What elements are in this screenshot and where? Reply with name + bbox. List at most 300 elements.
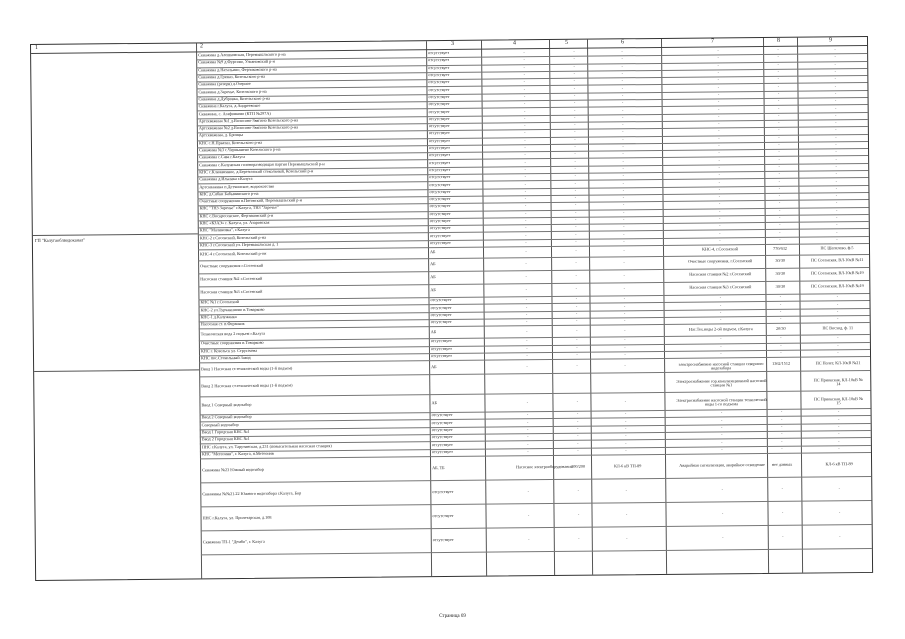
- row-col-8: -: [781, 431, 783, 437]
- row-col-4: -: [524, 217, 527, 223]
- row-col-5: -: [577, 432, 579, 439]
- row-status: отсутствует: [429, 174, 451, 180]
- row-name: Скважины №№21.22 Южного водозабора г.Калуга, Бор: [202, 489, 302, 496]
- row-col-9: ПС Сосенская, ВЛ-10кВ №19: [810, 283, 864, 289]
- row-col-6: -: [621, 63, 623, 69]
- row-col-7: -: [717, 84, 720, 90]
- row-col-8: -: [780, 423, 783, 429]
- row-col-7: -: [720, 343, 722, 349]
- row-col-4: -: [523, 49, 525, 55]
- row-col-5: -: [576, 398, 579, 404]
- row-col-7: Насосная станция №3 г.Сосенский: [689, 284, 752, 290]
- row-col-8: -: [780, 335, 782, 341]
- row-name: КНС "Метеоинв", г. Калуга, п.Метеоинв: [201, 450, 274, 457]
- row-col-4: -: [525, 303, 528, 309]
- row-status: АБ, ТБ: [432, 464, 445, 470]
- row-col-8: -: [778, 163, 780, 169]
- row-col-8: -: [778, 178, 781, 184]
- row-col-8: -: [778, 171, 781, 177]
- row-col-7: Электроснабжение насосной станции технической воды 1-го подъема: [676, 396, 767, 407]
- row-col-5: -: [576, 327, 578, 333]
- row-col-5: -: [573, 85, 576, 91]
- row-col-7: -: [718, 215, 721, 221]
- row-col-8: -: [777, 112, 780, 118]
- row-col-9: -: [835, 155, 837, 161]
- row-status: отсутствует: [430, 345, 452, 351]
- row-status: отсутствует: [428, 64, 450, 70]
- row-name: Скважина д.Дубровка, Козельского р-на: [198, 95, 271, 102]
- row-col-4: -: [524, 202, 527, 208]
- row-col-5: -: [576, 362, 578, 368]
- row-col-5: -: [576, 411, 579, 417]
- row-col-7: -: [721, 485, 724, 491]
- header-col-6: 6: [620, 39, 625, 46]
- row-name: КНС-2 ул.Турчаниново п.Товарково: [200, 306, 265, 312]
- row-col-7: -: [721, 509, 724, 515]
- header-col-7: 7: [710, 38, 715, 45]
- row-col-7: -: [718, 200, 721, 206]
- row-col-9: -: [838, 445, 840, 451]
- row-status: отсутствует: [428, 72, 450, 78]
- header-col-8: 8: [776, 37, 781, 44]
- row-name: ПНС г.Калуга, ул. Тарутинская, д.231 (повысительная насосная станция): [201, 442, 332, 449]
- row-col-8: -: [777, 46, 779, 52]
- row-col-7: электроснабжение насосной станции северного водозабора: [678, 360, 764, 371]
- row-col-4: -: [526, 352, 528, 358]
- row-col-7: Аварийная сигнализация, аварийное освещение: [679, 461, 765, 468]
- row-col-5: -: [578, 535, 580, 541]
- row-col-8: -: [777, 105, 780, 111]
- row-status: отсутствует: [431, 419, 453, 425]
- row-col-9: -: [836, 228, 838, 234]
- row-col-9: -: [839, 532, 841, 538]
- row-col-7: -: [718, 157, 720, 163]
- row-status: АБ: [430, 287, 436, 293]
- row-col-9: -: [838, 508, 841, 514]
- row-col-8: -: [777, 54, 779, 60]
- table-row: [201, 524, 872, 555]
- row-name: Северный водозабор: [201, 421, 239, 428]
- row-status: отсутствует: [431, 441, 453, 447]
- row-col-8: -: [780, 409, 783, 415]
- row-col-7: -: [718, 193, 721, 199]
- row-status: АБ: [429, 249, 436, 255]
- row-status: АБ: [431, 363, 437, 369]
- row-status: отсутствует: [428, 50, 450, 56]
- row-col-9: -: [834, 60, 836, 67]
- row-col-4: -: [525, 231, 527, 237]
- row-col-5: -: [574, 151, 576, 157]
- row-col-7: -: [719, 294, 722, 300]
- row-col-9: ПС Полет, КЛ-10кВ №21: [815, 359, 861, 366]
- row-col-8: -: [779, 301, 782, 307]
- row-col-7: -: [718, 142, 720, 148]
- row-col-6: -: [624, 397, 627, 403]
- row-name: Скважина №23 Южный водозабор: [202, 466, 264, 472]
- row-col-5: -: [574, 194, 577, 200]
- row-col-8: -: [778, 207, 781, 213]
- row-status: отсутствует: [432, 512, 454, 518]
- row-col-6: -: [624, 344, 626, 350]
- row-col-8: -: [779, 229, 781, 235]
- row-col-6: -: [625, 486, 628, 492]
- row-col-9: -: [837, 415, 840, 421]
- row-col-5: -: [574, 216, 577, 222]
- row-col-4: -: [526, 328, 528, 334]
- row-status: отсутствует: [429, 232, 451, 238]
- row-status: отсутствует: [430, 352, 452, 359]
- row-col-6: -: [622, 150, 624, 156]
- row-name: Скважина с.Сава г.Калуга: [199, 154, 246, 160]
- row-col-4: -: [527, 433, 529, 439]
- row-name: Ввод 2 Городская КНС №1: [201, 436, 250, 442]
- row-col-4: -: [523, 85, 526, 91]
- row-status: отсутствует: [430, 311, 452, 317]
- row-col-9: ПС Шепелево, ф.5: [820, 245, 854, 251]
- row-status: отсутствует: [429, 181, 451, 187]
- row-col-8: нет данных: [771, 461, 793, 467]
- row-col-7: Очистные сооружения, г.Сосенский: [688, 258, 753, 264]
- row-col-7: -: [718, 171, 721, 177]
- row-col-4: -: [525, 239, 527, 245]
- row-name: Скважина г.Калуга, д.Андреевское: [198, 103, 261, 109]
- row-col-7: -: [720, 409, 723, 415]
- row-col-4: -: [524, 136, 526, 142]
- row-col-7: -: [717, 76, 720, 82]
- row-col-5: -: [577, 440, 579, 446]
- row-col-4: -: [526, 398, 529, 404]
- row-col-8: 30/30: [775, 283, 786, 289]
- row-status: отсутствует: [430, 319, 452, 325]
- row-col-5: -: [574, 180, 577, 186]
- row-col-7: -: [721, 446, 723, 452]
- row-status: отсутствует: [429, 166, 451, 173]
- row-col-9: -: [836, 308, 839, 314]
- row-col-8: -: [778, 134, 780, 140]
- row-col-5: -: [575, 259, 577, 265]
- row-col-8: -: [778, 149, 780, 155]
- row-col-8: -: [780, 416, 783, 422]
- row-name: КНС с.Н.Прыски, Козельского р-на: [198, 139, 263, 146]
- row-col-6: -: [624, 336, 626, 342]
- row-name: Скважина д.Грязно, Козельского р-на: [198, 73, 265, 80]
- row-name: Скважина д.Натальино, Ферзиковского р-на: [198, 66, 277, 73]
- row-col-5: -: [573, 78, 576, 84]
- row-col-5: -: [574, 209, 577, 215]
- row-col-9: -: [834, 46, 836, 52]
- row-col-4: -: [526, 418, 529, 424]
- row-col-6: -: [623, 285, 626, 291]
- row-name: КНС пос.Стекольный Завод: [200, 354, 251, 361]
- row-col-7: -: [720, 350, 722, 356]
- row-col-5: -: [576, 344, 578, 350]
- row-col-9: ПС Сосенская, ВЛ-10кВ №11: [810, 257, 864, 263]
- row-col-5: -: [573, 48, 575, 54]
- header-col-2: 2: [200, 43, 204, 50]
- row-status: отсутствует: [429, 159, 451, 165]
- row-col-8: -: [781, 485, 784, 491]
- row-col-6: -: [621, 70, 624, 76]
- row-col-5: -: [573, 92, 576, 98]
- row-col-9: -: [838, 437, 840, 443]
- row-col-6: -: [621, 114, 624, 120]
- row-status: отсутствует: [430, 338, 452, 344]
- row-col-5: -: [574, 158, 576, 164]
- row-status: отсутствует: [431, 434, 453, 440]
- row-status: отсутствует: [428, 86, 450, 92]
- row-col-6: -: [622, 143, 624, 149]
- organization-label: ГП "Калугаоблводоканал": [34, 237, 86, 243]
- row-col-4: -: [524, 166, 526, 172]
- row-col-4: -: [526, 411, 529, 417]
- row-col-8: -: [778, 200, 781, 206]
- row-col-4: -: [524, 144, 526, 150]
- row-col-5: -: [574, 129, 576, 135]
- row-name: Скважина №3 с.Чернышено Козельского р-на: [199, 146, 281, 153]
- row-col-4: -: [525, 260, 527, 266]
- row-col-6: -: [626, 534, 628, 540]
- row-col-6: -: [623, 247, 625, 253]
- row-name: КНС с.Воскресенское, Ферзиковский р-н: [199, 212, 274, 219]
- row-col-9: -: [836, 221, 838, 227]
- row-col-5: -: [574, 136, 576, 142]
- row-col-9: КЛ-6 кВ ТП-89: [825, 460, 853, 466]
- row-col-4: -: [523, 56, 525, 62]
- row-col-9: -: [835, 185, 838, 191]
- row-col-6: -: [621, 55, 623, 61]
- row-col-6: -: [623, 230, 625, 236]
- row-col-5: -: [574, 165, 576, 171]
- row-col-5: -: [575, 272, 577, 278]
- row-col-9: ПС Восход, ф. 11: [822, 324, 854, 331]
- row-name: КНС-4 г.Сосенский, Козельский р-он: [199, 250, 267, 257]
- row-name: КНС "ТНЗ Заречье" г.Калуга, ТНЗ "Заречье": [199, 205, 279, 211]
- row-status: отсутствует: [428, 115, 450, 122]
- row-name: Очистные сооружения п.Пятовский, Перемышльский р-н: [199, 197, 303, 204]
- row-name: Артскважина п.Детчинское, водоохотство: [199, 183, 275, 189]
- row-status: отсутствует: [428, 137, 450, 143]
- row-col-4: -: [525, 273, 527, 279]
- row-status: отсутствует: [431, 426, 453, 433]
- row-col-9: -: [835, 148, 837, 154]
- row-col-9: -: [837, 349, 839, 355]
- row-col-4: -: [527, 448, 529, 454]
- row-name: КНС д.Сябки Бабынинского р-на: [199, 190, 259, 197]
- row-col-6: -: [621, 99, 624, 105]
- row-col-4: -: [523, 100, 526, 106]
- row-col-4: -: [525, 224, 527, 230]
- row-col-6: -: [622, 194, 625, 200]
- row-col-9: -: [835, 119, 837, 125]
- row-col-6: -: [622, 216, 625, 222]
- row-col-8: 30/30: [775, 270, 786, 276]
- row-col-7: -: [722, 533, 724, 539]
- row-col-5: -: [573, 100, 576, 106]
- row-col-5: -: [575, 285, 578, 291]
- row-name: КНС "Малиновка", г.Калуга: [199, 227, 250, 233]
- row-col-7: -: [718, 127, 720, 133]
- row-status: отсутствует: [428, 93, 450, 100]
- row-col-7: -: [717, 98, 720, 104]
- row-name: КНС-1 д.Калужанка: [200, 313, 237, 320]
- row-col-9: -: [837, 341, 839, 347]
- row-name: Очистные сооружения г.Сосенский: [200, 262, 264, 269]
- row-col-4: Насосное электрооборудование: [516, 463, 573, 469]
- row-col-5: -: [576, 337, 578, 343]
- row-name: Ввод 1 Городская КНС №1: [201, 428, 250, 435]
- row-status: отсутствует: [428, 79, 450, 85]
- row-col-6: -: [621, 84, 624, 90]
- row-col-9: -: [835, 141, 837, 147]
- row-col-5: -: [574, 143, 576, 149]
- row-col-4: -: [525, 296, 528, 302]
- row-col-4: -: [523, 78, 526, 84]
- row-col-4: -: [526, 362, 528, 368]
- row-status: АБ: [430, 274, 436, 280]
- row-col-6: -: [625, 432, 627, 438]
- row-col-5: -: [573, 107, 576, 113]
- row-col-7: -: [721, 431, 723, 437]
- row-status: отсутствует: [428, 108, 450, 114]
- row-col-4: -: [525, 286, 528, 292]
- row-col-5: -: [577, 447, 579, 453]
- row-col-7: -: [718, 186, 721, 192]
- row-col-6: -: [623, 295, 626, 301]
- row-status: отсутствует: [429, 188, 451, 195]
- row-col-4: -: [527, 511, 530, 517]
- row-col-8: -: [777, 90, 780, 96]
- row-col-7: Нас.Тех.воды 2-ой подъем, г.Калуга: [688, 325, 753, 332]
- row-col-7: -: [719, 301, 722, 307]
- row-col-9: -: [835, 214, 838, 220]
- row-col-9: ПС Приокская, КЛ-10кВ № 15: [813, 395, 863, 406]
- row-col-4: -: [524, 129, 526, 135]
- row-col-6: -: [622, 209, 625, 215]
- row-col-6: -: [624, 361, 626, 367]
- row-status: отсутствует: [429, 218, 451, 224]
- row-col-8: 30/30: [775, 257, 785, 263]
- row-status: отсутствует: [428, 57, 450, 63]
- row-col-6: -: [622, 201, 625, 207]
- row-col-7: -: [720, 417, 723, 423]
- row-name: КНС с.Клюквенное, д.Березичский стекольный, Козельский р-н: [199, 168, 314, 175]
- row-col-9: -: [834, 90, 837, 96]
- row-col-9: -: [838, 484, 841, 490]
- row-col-7: Электроснабжение гор.канализационной насосной станции №1: [675, 377, 767, 388]
- row-name: КНС №1 г.Сосенский: [200, 299, 239, 305]
- row-col-6: -: [622, 165, 624, 171]
- row-col-4: -: [526, 344, 528, 350]
- row-name: Насосная ст. п.Ферзиков: [200, 321, 245, 327]
- row-col-8: -: [778, 156, 780, 162]
- row-col-8: -: [782, 533, 784, 539]
- row-col-9: -: [837, 334, 839, 340]
- row-status: отсутствует: [428, 145, 450, 151]
- row-col-5: -: [574, 187, 577, 193]
- row-status: отсутствует: [430, 304, 452, 310]
- row-col-5: -: [575, 231, 577, 237]
- row-col-6: -: [622, 121, 624, 127]
- row-col-6: -: [622, 172, 625, 178]
- row-col-4: -: [527, 487, 530, 493]
- row-status: отсутствует: [429, 203, 451, 209]
- row-name: КНС г. Козельск ул. Стругачева: [200, 347, 258, 354]
- row-name: Насосная станция №2 г.Сосенский: [200, 275, 263, 282]
- row-col-5: -: [573, 63, 575, 69]
- row-col-7: -: [718, 178, 721, 184]
- row-col-6: -: [623, 310, 626, 316]
- row-col-8: -: [777, 98, 780, 104]
- row-col-7: -: [718, 149, 720, 155]
- row-col-4: -: [524, 115, 526, 121]
- row-col-7: -: [717, 69, 720, 75]
- row-col-9: -: [835, 163, 837, 169]
- row-col-5: -: [576, 418, 579, 424]
- row-status: АБ: [430, 261, 436, 267]
- row-col-5: -: [575, 247, 577, 253]
- row-status: отсутствует: [432, 536, 454, 542]
- row-col-4: -: [523, 107, 526, 113]
- row-col-5: 200/200: [571, 463, 585, 469]
- row-col-5: -: [575, 295, 578, 302]
- row-status: отсутствует: [428, 123, 450, 129]
- row-col-9: -: [834, 82, 837, 88]
- row-name: Насосная станция №3 г.Сосенский: [200, 288, 263, 295]
- row-col-5: -: [573, 56, 575, 62]
- row-col-6: -: [621, 92, 624, 98]
- header-col-3: 3: [450, 40, 455, 47]
- row-col-4: -: [528, 535, 530, 541]
- row-col-5: -: [574, 202, 577, 208]
- row-col-7: -: [718, 120, 720, 126]
- row-status: отсутствует: [429, 210, 451, 216]
- row-name: КНС «КЗАЭ» г. Калуга, ул. Азаровская: [199, 219, 270, 226]
- row-col-8: -: [781, 438, 783, 444]
- row-name: Ввод 2 Северный водозабор: [201, 414, 252, 420]
- row-col-6: -: [624, 425, 627, 431]
- row-col-7: -: [720, 424, 723, 430]
- row-col-6: -: [623, 302, 626, 308]
- row-col-5: -: [575, 310, 578, 316]
- row-col-6: -: [624, 351, 626, 357]
- row-col-6: -: [622, 128, 624, 134]
- row-col-7: -: [717, 47, 719, 53]
- row-col-9: -: [834, 53, 836, 59]
- header-col-9: 9: [828, 37, 833, 44]
- row-col-6: -: [621, 48, 623, 54]
- row-col-6: -: [622, 157, 624, 163]
- row-col-9: -: [836, 236, 838, 242]
- row-name: Скважина №9 д.Фурсово, Ульяновский р-н: [198, 59, 275, 65]
- row-status: отсутствует: [429, 152, 451, 158]
- page-number: Страница 69: [439, 614, 466, 619]
- row-name: Ввод 2 Насосная ст.технической воды (1-й подъем): [201, 382, 293, 389]
- row-col-9: ПС Приокская, КЛ-10кВ № 14: [813, 376, 863, 387]
- row-col-7: -: [720, 335, 722, 341]
- row-col-7: -: [719, 237, 721, 243]
- row-col-4: -: [527, 440, 529, 446]
- row-name: Ввод 1 Северный водозабор: [201, 401, 252, 408]
- row-col-7: -: [717, 105, 720, 111]
- row-col-8: -: [780, 342, 782, 348]
- row-col-8: -: [779, 294, 782, 300]
- row-name: КНС-2 г.Сосенский, Козельский р-на: [199, 234, 266, 241]
- group-divider: [34, 369, 199, 372]
- row-name: Скважина ТП-1 "Дембо", г. Калуга: [202, 538, 265, 544]
- row-col-7: -: [717, 91, 720, 97]
- row-col-9: -: [835, 177, 838, 183]
- row-col-7: -: [721, 438, 723, 444]
